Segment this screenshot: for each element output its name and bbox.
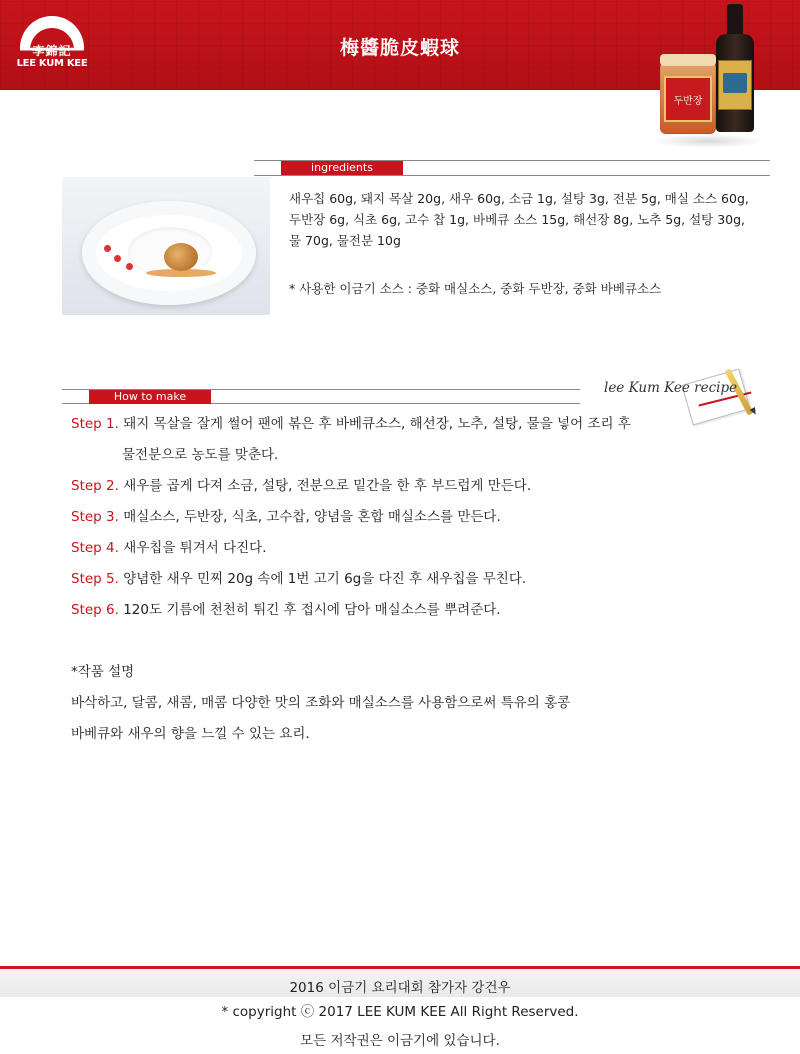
ingredients-tab: ingredients	[281, 161, 403, 175]
description-heading: *작품 설명	[71, 664, 135, 680]
recipe-signature: lee Kum Kee recipe	[604, 380, 738, 396]
step-text: 120도 기름에 천천히 튀긴 후 접시에 담아 매실소스를 뿌려준다.	[123, 602, 501, 618]
description-line-1: 바삭하고, 달콤, 새콤, 매콤 다양한 맛의 조화와 매실소스를 사용함으로써 특유의 홍콩	[71, 695, 571, 711]
step-1-continuation: 물전분으로 농도를 맞춘다.	[122, 447, 279, 463]
plum-blossom-garnish	[126, 263, 133, 270]
footer-copyright: * copyright ⓒ 2017 LEE KUM KEE All Right Reserved.	[221, 1004, 579, 1020]
step-text: 새우를 곱게 다져 소금, 설탕, 전분으로 밑간을 한 후 부드럽게 만든다.	[123, 478, 532, 494]
step-5	[71, 570, 731, 588]
step-text: 새우칩을 튀겨서 다진다.	[123, 540, 267, 556]
ingredients-rule-bottom	[254, 175, 770, 176]
jar-lid	[660, 54, 716, 66]
step-4	[71, 539, 731, 557]
step-text: 돼지 목살을 잘게 썰어 팬에 볶은 후 바베큐소스, 해선장, 노추, 설탕, 물을 넣어 조리 후	[123, 416, 631, 432]
logo-chinese-text: 李錦記	[32, 44, 72, 58]
plate	[82, 201, 256, 305]
sauce-bottle-image	[716, 34, 754, 132]
step-1	[71, 415, 731, 433]
page-title: 梅醬脆皮蝦球	[339, 37, 460, 59]
step-text: 매실소스, 두반장, 식초, 고수찹, 양념을 혼합 매실소스를 만든다.	[123, 509, 501, 525]
dish-photo	[62, 177, 270, 315]
step-label: Step 1.	[71, 416, 119, 432]
step-label: Step 2.	[71, 478, 119, 494]
logo-english-text: LEE KUM KEE	[16, 58, 88, 69]
product-shadow	[652, 134, 764, 148]
sauces-used-note: * 사용한 이금기 소스 : 중화 매실소스, 중화 두반장, 중화 바베큐소스	[289, 281, 662, 296]
shrimp-ball	[164, 243, 198, 271]
step-6	[71, 601, 731, 619]
step-label: Step 5.	[71, 571, 119, 587]
plum-blossom-garnish	[114, 255, 121, 262]
doubanjiang-jar-image	[660, 60, 716, 134]
step-text: 양념한 새우 민찌 20g 속에 1번 고기 6g을 다진 후 새우칩을 무친다.	[123, 571, 527, 587]
bottle-label	[718, 60, 752, 110]
how-to-make-tab: How to make	[89, 390, 211, 404]
footer-rights: 모든 저작권은 이금기에 있습니다.	[300, 1033, 500, 1049]
step-2	[71, 477, 731, 495]
ingredients-list: 새우칩 60g, 돼지 목살 20g, 새우 60g, 소금 1g, 설탕 3g, 전분 5g, 매실 소스 60g, 두반장 6g, 식초 6g, 고수 찹 1g, 바베큐 소스 15g, 해선장 8g, 노추 5g, 설탕 30g, 물 70g, 물전분 10g	[289, 191, 749, 248]
description-line-2: 바베큐와 새우의 향을 느낄 수 있는 요리.	[71, 726, 310, 742]
pen-tip	[750, 407, 759, 416]
footer-participant: 2016 이금기 요리대회 참가자 강건우	[289, 980, 511, 996]
bottle-label-emblem	[723, 73, 747, 93]
sauce-bottle-neck	[727, 4, 743, 38]
step-3	[71, 508, 731, 526]
lee-kum-kee-logo	[14, 16, 90, 74]
plum-blossom-garnish	[104, 245, 111, 252]
step-label: Step 3.	[71, 509, 119, 525]
step-label: Step 4.	[71, 540, 119, 556]
step-label: Step 6.	[71, 602, 119, 618]
jar-label: 두반장	[664, 76, 712, 122]
